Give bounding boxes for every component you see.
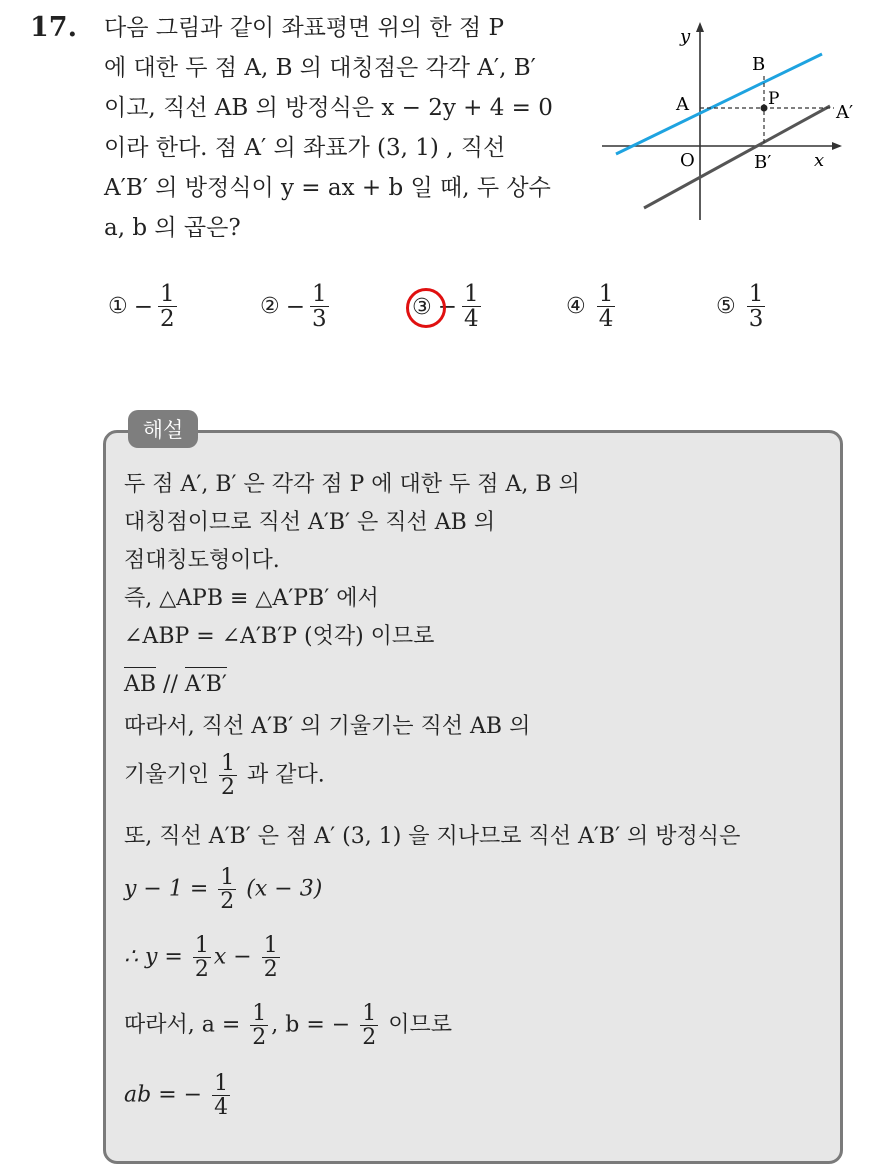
label-y: y (680, 26, 691, 47)
line-a-prime-b-prime-notation: A′B′ (185, 670, 227, 700)
choice-number: ② (260, 294, 280, 320)
choice-fraction: $\frac{1}{3}$ (312, 281, 327, 333)
label-b-prime: B′ (754, 152, 772, 173)
choice-fraction: $\frac{1}{4}$ (598, 281, 614, 333)
choice-4[interactable] (566, 282, 618, 331)
choice-3[interactable] (412, 282, 484, 331)
choice-fraction: $\frac{1}{4}$ (464, 281, 479, 333)
question-text (104, 8, 584, 248)
label-origin: O (680, 150, 695, 171)
solution-line: 대칭점이므로 직선 A′B′ 은 직선 AB 의 (124, 510, 496, 535)
choice-2[interactable] (260, 282, 332, 331)
y-axis-arrow (696, 22, 704, 32)
coordinate-figure (596, 12, 856, 232)
solution-answer: ab = − $\frac{1}{4}$ (124, 1071, 229, 1121)
x-axis-arrow (832, 142, 842, 150)
solution-equation-2: ∴ y = $\frac{1}{2}$ x − $\frac{1}{2}$ (124, 933, 278, 983)
solution-equation-1: y − 1 = $\frac{1}{2}$ (x − 3) (124, 865, 323, 915)
point-p (761, 105, 768, 112)
choice-number: ⑤ (716, 294, 736, 320)
question-line: A′B′ 의 방정식이 y = ax + b 일 때, 두 상수 (104, 175, 551, 201)
label-x: x (814, 150, 825, 171)
solution-line: ∠ABP = ∠A′B′P (엇각) 이므로 (124, 624, 435, 649)
choice-sign: − (133, 293, 154, 320)
choice-5[interactable] (716, 282, 768, 331)
solution-tag: 해설 (128, 410, 198, 448)
solution-line: 따라서, 직선 A′B′ 의 기울기는 직선 AB 의 (124, 714, 531, 739)
question-line: a, b 의 곱은? (104, 215, 241, 241)
choice-fraction: $\frac{1}{2}$ (160, 281, 175, 333)
solution-ab-values: 따라서, a = $\frac{1}{2}$ , b = − $\frac{1}{2}$ 이므로 (124, 1001, 452, 1051)
question-number: 17. (30, 12, 77, 43)
solution-parallel-line: AB // A′B′ (124, 670, 227, 700)
solution-line: 즉, △APB ≡ △A′PB′ 에서 (124, 586, 379, 611)
question-line: 이고, 직선 AB 의 방정식은 x − 2y + 4 = 0 (104, 95, 553, 121)
solution-slope-line: 기울기인 $\frac{1}{2}$ 과 같다. (124, 751, 325, 801)
question-line: 다음 그림과 같이 좌표평면 위의 한 점 P (104, 15, 504, 41)
choice-sign: − (437, 293, 458, 320)
answer-choices (108, 282, 808, 352)
choice-fraction: $\frac{1}{3}$ (748, 281, 764, 333)
line-a-prime-b-prime (644, 106, 830, 208)
choice-number: ④ (566, 294, 586, 320)
label-a-prime: A′ (836, 102, 854, 123)
choice-number: ① (108, 294, 128, 320)
choice-sign: − (285, 293, 306, 320)
line-ab (616, 54, 822, 154)
label-p: P (768, 89, 780, 109)
label-b: B (752, 54, 766, 75)
choice-1[interactable] (108, 282, 180, 331)
question-line: 에 대한 두 점 A, B 의 대칭점은 각각 A′, B′ (104, 55, 536, 81)
solution-line: 또, 직선 A′B′ 은 점 A′ (3, 1) 을 지나므로 직선 A′B′ 의 방정식은 (124, 824, 741, 849)
selected-answer-circle (406, 288, 446, 328)
label-a: A (676, 94, 689, 115)
solution-line: 점대칭도형이다. (124, 548, 280, 573)
line-ab-notation: AB (124, 670, 156, 700)
solution-line: 두 점 A′, B′ 은 각각 점 P 에 대한 두 점 A, B 의 (124, 472, 580, 497)
choice-number: ③ (412, 294, 432, 320)
question-line: 이라 한다. 점 A′ 의 좌표가 (3, 1) , 직선 (104, 135, 506, 161)
